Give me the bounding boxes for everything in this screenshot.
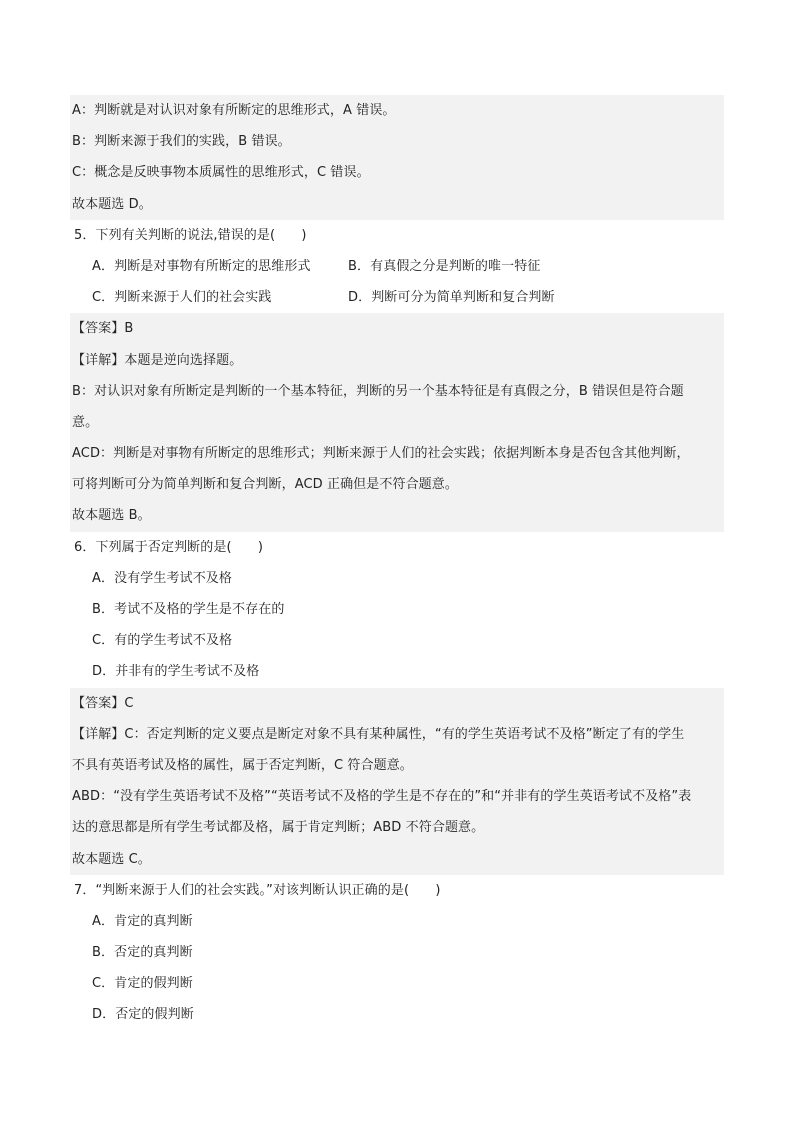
explanation-line: A：判断就是对认识对象有所断定的思维形式，A 错误。 [72, 103, 396, 118]
explanation-line: 故本题选 D。 [72, 196, 152, 212]
explanation-line: 【详解】C：否定判断的定义要点是断定对象不具有某种属性，“有的学生英语考试不及格”断定了有的学生 [72, 726, 685, 742]
option-c: C．有的学生考试不及格 [92, 633, 233, 649]
explanation-line: ABD：“没有学生英语考试不及格”“英语考试不及格的学生是不存在的”和“并非有的学生英语考试不及格”表 [72, 789, 692, 805]
explanation-line: 可将判断可分为简单判断和复合判断，ACD 正确但是不符合题意。 [72, 477, 458, 493]
explanation-line: 达的意思都是所有学生考试都及格，属于肯定判断；ABD 不符合题意。 [72, 820, 485, 836]
question-6 [70, 532, 724, 688]
option-row [70, 251, 724, 282]
answer-explanation-q6 [70, 688, 724, 875]
explanation-line: 故本题选 B。 [72, 508, 151, 524]
document-page [70, 95, 724, 1031]
question-7 [70, 875, 724, 1031]
option-d: D．并非有的学生考试不及格 [92, 664, 260, 680]
answer-explanation-q5 [70, 313, 724, 531]
option-c: C．肯定的假判断 [92, 976, 193, 992]
option-a: A．判断是对事物有所断定的思维形式 [92, 258, 311, 274]
option-b: B．否定的真判断 [92, 945, 193, 961]
option-b: B．有真假之分是判断的唯一特征 [348, 258, 541, 274]
answer-explanation-q4 [70, 95, 724, 220]
question-stem: 6．下列属于否定判断的是( ) [74, 539, 264, 555]
explanation-line: B：对认识对象有所断定是判断的一个基本特征，判断的另一个基本特征是有真假之分，B 错误但是符合题 [72, 383, 684, 399]
explanation-line: 不具有英语考试及格的属性，属于否定判断，C 符合题意。 [72, 757, 413, 773]
question-stem: 7．“判断来源于人们的社会实践。”对该判断认识正确的是( ) [74, 882, 441, 898]
question-stem: 5．下列有关判断的说法,错误的是( ) [74, 227, 307, 243]
option-d: D．否定的假判断 [92, 1007, 194, 1023]
explanation-line: ACD：判断是对事物有所断定的思维形式；判断来源于人们的社会实践；依据判断本身是否包含其他判断， [72, 446, 690, 462]
option-a: A．肯定的真判断 [92, 913, 193, 929]
option-b: B．考试不及格的学生是不存在的 [92, 602, 285, 617]
explanation-line: B：判断来源于我们的实践，B 错误。 [72, 134, 291, 150]
answer-line: 【答案】C [72, 695, 134, 711]
explanation-line: 意。 [72, 414, 99, 430]
option-c: C．判断来源于人们的社会实践 [92, 290, 272, 306]
answer-line: 【答案】B [72, 321, 134, 337]
question-5 [70, 220, 724, 314]
option-row [70, 282, 724, 313]
explanation-line: C：概念是反映事物本质属性的思维形式，C 错误。 [72, 165, 370, 181]
option-d: D．判断可分为简单判断和复合判断 [348, 290, 555, 306]
option-a: A．没有学生考试不及格 [92, 570, 232, 586]
explanation-line: 故本题选 C。 [72, 851, 151, 867]
explanation-line: 【详解】本题是逆向选择题。 [72, 352, 243, 368]
